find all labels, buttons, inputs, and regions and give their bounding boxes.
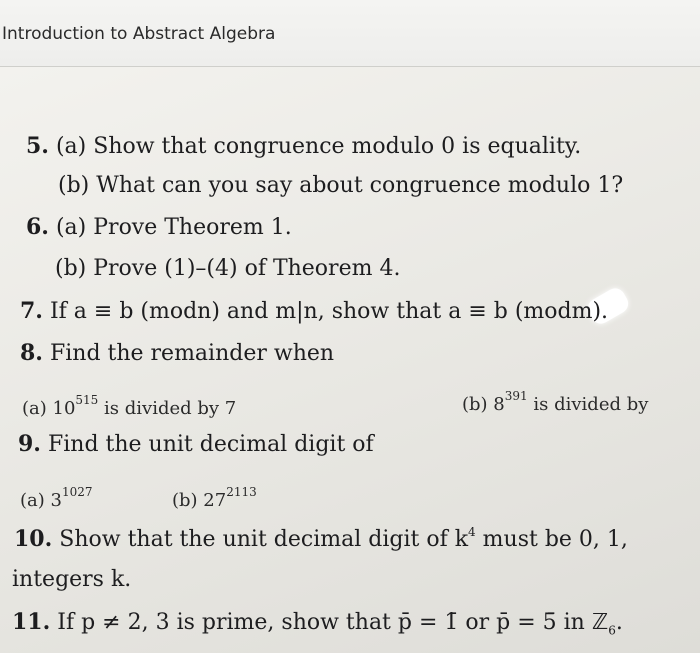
exercise-6b: (b) Prove (1)–(4) of Theorem 4. xyxy=(55,256,401,281)
exercise-5b: (b) What can you say about congruence modulo 1? xyxy=(58,173,624,198)
book-header xyxy=(0,0,700,67)
exercise-11: 11. If p ≠ 2, 3 is prime, show that p̄ = 1̄ or p̄ = 5̄ in ℤ$_6$. xyxy=(12,609,623,638)
exercise-9a: (a) $3^{1027}$ xyxy=(20,485,93,511)
textbook-page xyxy=(0,67,700,653)
exercise-10: 10. Show that the unit decimal digit of $k^4$ must be 0, 1, xyxy=(14,525,628,552)
exercise-7: 7. If a ≡ b (modn) and m|n, show that a ≡ b (modm). xyxy=(20,298,609,324)
exercise-10-continued: integers k. xyxy=(12,567,132,592)
exercise-9b: (b) $27^{2113}$ xyxy=(172,485,257,511)
exercise-8: 8. Find the remainder when xyxy=(20,340,335,366)
exercise-5a: 5. (a) Show that congruence modulo 0 is equality. xyxy=(26,133,582,159)
exercise-6a: 6. (a) Prove Theorem 1. xyxy=(26,214,292,240)
exercise-9: 9. Find the unit decimal digit of xyxy=(18,431,374,457)
exercise-8b: (b) $8^{391}$ is divided by xyxy=(462,389,649,415)
exercise-8a: (a) $10^{515}$ is divided by 7 xyxy=(22,393,237,419)
book-title: Introduction to Abstract Algebra xyxy=(2,24,276,44)
